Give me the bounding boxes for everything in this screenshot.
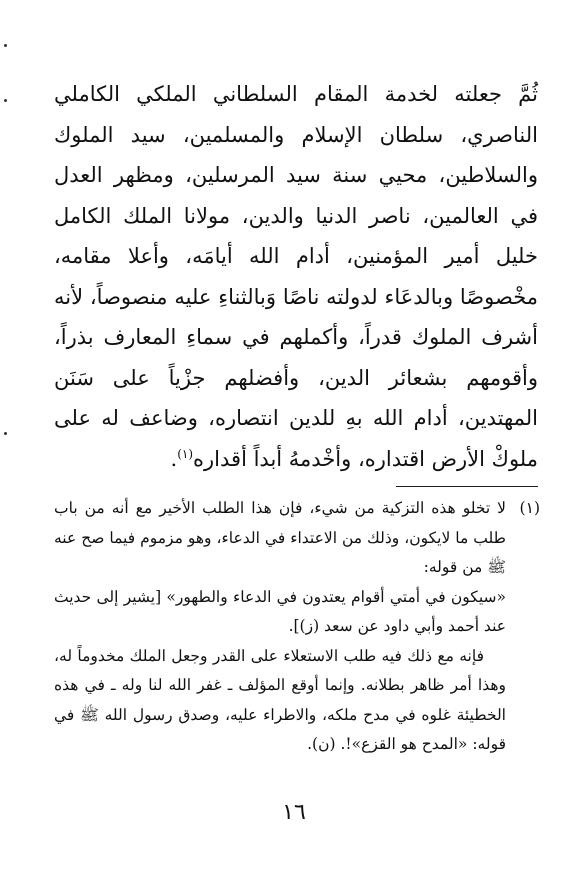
scan-mark-left-middle	[4, 432, 7, 435]
scan-mark-top-left	[4, 44, 7, 47]
page-number: ١٦	[282, 800, 306, 825]
footnote-paragraph: لا تخلو هذه التزكية من شيء، فإن هذا الطلب الأخير مع أنه من باب طلب ما لايكون، وذلك من الاعتداء في الدعاء، وهو مزموم فيما صح عنه ﷺ من قوله:	[54, 499, 506, 576]
footnote-item	[54, 494, 540, 760]
footnote-marker: (١)	[519, 499, 540, 517]
main-text-body: ثُمَّ جعلته لخدمة المقام السلطاني الملكي الكاملي الناصري، سلطان الإسلام والمسلمين، سيد الملوك والسلاطين، محيي سنة سيد المرسلين، ومظهر العدل في العالمين، ناصر الدنيا والدين، مولانا الملك الكامل خليل أمير المؤمنين، أدام الله أيامَه، وأعلا مقامه، مخْصوصًا وبالدعَاء لدولته ناصًا وَبالثناءِ عليه منصوصاً، لأنه أشرف الملوك قدراً، وأكملهم في سماءِ المعارف بذراً، وأقومهم بشعائر الدين، وأفضلهم جزْياً على سَنَن المهتدين، أدام الله بهِ للدين انتصاره، وضاعف له على ملوكْ الأرض اقتداره، وأخْدمهُ أبداً أقداره	[54, 82, 538, 471]
footnote-paragraph: فإنه مع ذلك فيه طلب الاستعلاء على القدر وجعل الملك مخدوماً له، وهذا أمر ظاهر بطلانه. وإنما أوقع المؤلف ـ غفر الله لنا وله ـ في هذه الخطيئة غلوه في مدح ملكه، والاطراء عليه، وصدق رسول الله ﷺ في قوله: «المدح هو القزع»!. (ن).	[54, 646, 506, 753]
scan-mark-left	[4, 99, 7, 102]
main-text-end: .	[170, 446, 178, 471]
footnote-separator	[396, 486, 538, 487]
footnote-paragraph: «سيكون في أمتي أقوام يعتدون في الدعاء والطهور» [يشير إلى حديث عند أحمد وأبي داود عن سعد (ز)].	[54, 587, 506, 635]
footnote	[54, 494, 540, 760]
footnote-reference: (١)	[177, 446, 194, 461]
footnote-body	[54, 494, 506, 760]
main-paragraph	[54, 74, 538, 479]
